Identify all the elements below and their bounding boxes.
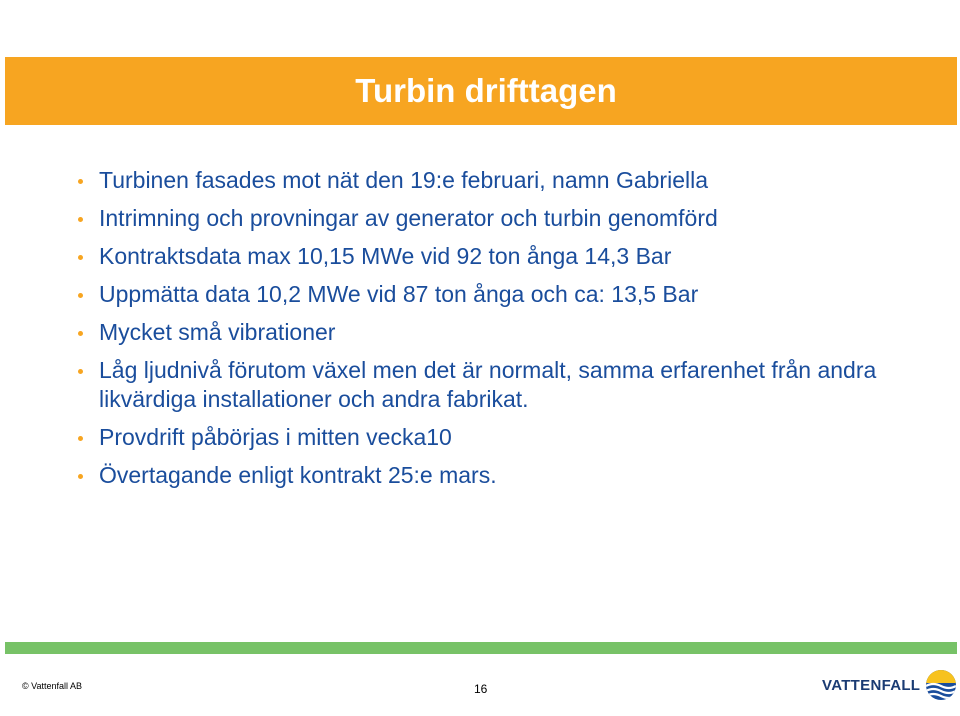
- bullet-text: Mycket små vibrationer: [99, 319, 336, 345]
- bullet-item: [76, 242, 896, 271]
- bullet-text: Låg ljudnivå förutom växel men det är normalt, samma erfarenhet från andra likvärdiga installationer och andra fabrikat.: [99, 357, 877, 412]
- bullet-item: [76, 280, 896, 309]
- bullet-item: [76, 461, 896, 490]
- bullet-item: [76, 356, 896, 414]
- bullet-item: [76, 318, 896, 347]
- bullet-dot-icon: [78, 331, 83, 336]
- slide-title: Turbin drifttagen: [355, 72, 617, 109]
- bullet-text: Kontraktsdata max 10,15 MWe vid 92 ton ånga 14,3 Bar: [99, 243, 672, 269]
- bullet-dot-icon: [78, 436, 83, 441]
- bullet-dot-icon: [78, 255, 83, 260]
- bullet-item: [76, 166, 896, 195]
- bullet-text: Turbinen fasades mot nät den 19:e februari, namn Gabriella: [99, 167, 709, 193]
- bullet-dot-icon: [78, 369, 83, 374]
- bullet-dot-icon: [78, 217, 83, 222]
- bullet-text: Provdrift påbörjas i mitten vecka10: [99, 424, 452, 450]
- bullet-text: Övertagande enligt kontrakt 25:e mars.: [99, 462, 497, 488]
- bullet-item: [76, 423, 896, 452]
- logo-text: VATTENFALL: [822, 676, 921, 694]
- page-number: 16: [474, 682, 488, 696]
- bullet-item: [76, 204, 896, 233]
- bullet-list: [76, 166, 896, 499]
- bullet-text: Intrimning och provningar av generator och turbin genomförd: [99, 205, 718, 231]
- bullet-text: Uppmätta data 10,2 MWe vid 87 ton ånga och ca: 13,5 Bar: [99, 281, 699, 307]
- vattenfall-logo: [822, 668, 958, 702]
- vattenfall-logo-icon: [924, 668, 958, 702]
- bullet-dot-icon: [78, 474, 83, 479]
- bullet-dot-icon: [78, 179, 83, 184]
- copyright-text: © Vattenfall AB: [22, 681, 82, 691]
- title-bar: [5, 57, 957, 125]
- footer-divider: [5, 642, 957, 654]
- bullet-dot-icon: [78, 293, 83, 298]
